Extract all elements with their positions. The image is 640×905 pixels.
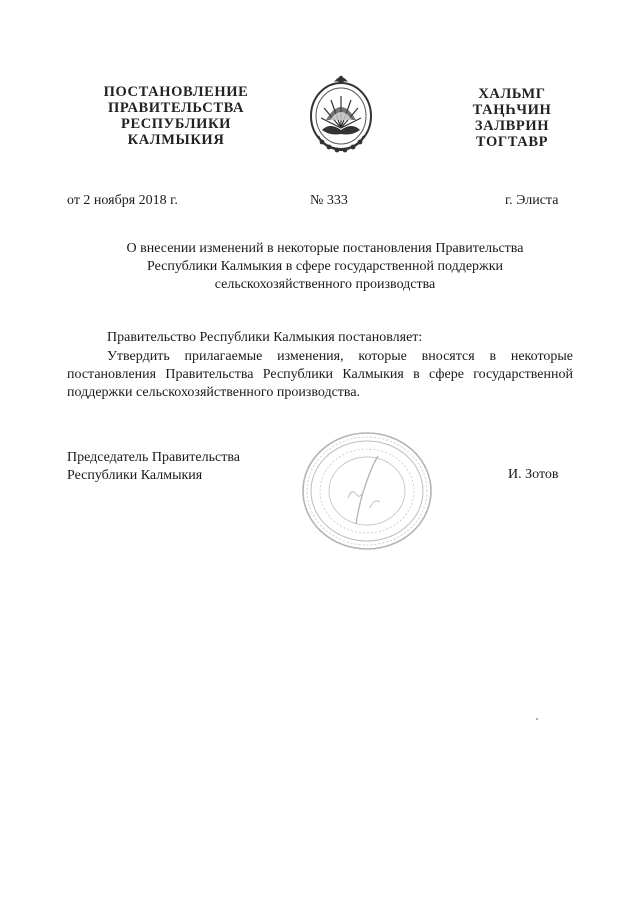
signer-title-line-1: Председатель Правительства <box>67 450 240 465</box>
signer-title <box>67 449 240 485</box>
document-date: от 2 ноября 2018 г. <box>67 193 178 208</box>
title-line-2: Республики Калмыкия в сфере государственной поддержки <box>147 259 503 274</box>
signer-title-line-2: Республики Калмыкия <box>67 468 203 483</box>
title-line-3: сельскохозяйственного производства <box>214 277 436 292</box>
header-right-line-3: ЗАЛВРИН <box>474 118 550 134</box>
official-seal-stamp-icon <box>298 428 436 554</box>
header-left-line-2: ПРАВИТЕЛЬСТВА <box>107 100 245 116</box>
resolution-paragraph: Утвердить прилагаемые изменения, которые вносятся в некоторые постановления Правительства Республики Калмыкия в сфере государственной поддержки сельскохозяйственного производства. <box>67 349 573 400</box>
document-city: г. Элиста <box>505 193 559 208</box>
header-right-line-2: ТАҢҺЧИН <box>472 102 552 118</box>
resolution-intro: Правительство Республики Калмыкия постановляет: <box>107 330 423 345</box>
header-title-kalmyk <box>452 86 572 150</box>
title-line-1: О внесении изменений в некоторые постановления Правительства <box>126 241 524 256</box>
header-title-russian <box>92 84 260 148</box>
document-number: № 333 <box>310 193 348 208</box>
signer-name: И. Зотов <box>508 467 559 482</box>
document-title <box>80 240 570 294</box>
header-right-line-1: ХАЛЬМГ <box>478 86 546 102</box>
header-left-line-1: ПОСТАНОВЛЕНИЕ <box>103 84 249 100</box>
header-right-line-4: ТОГТАВР <box>475 134 549 150</box>
header-left-line-3: РЕСПУБЛИКИ <box>120 116 232 132</box>
kalmykia-coat-of-arms-icon <box>304 70 378 160</box>
scan-speck <box>536 718 538 720</box>
header-left-line-4: КАЛМЫКИЯ <box>127 132 225 148</box>
